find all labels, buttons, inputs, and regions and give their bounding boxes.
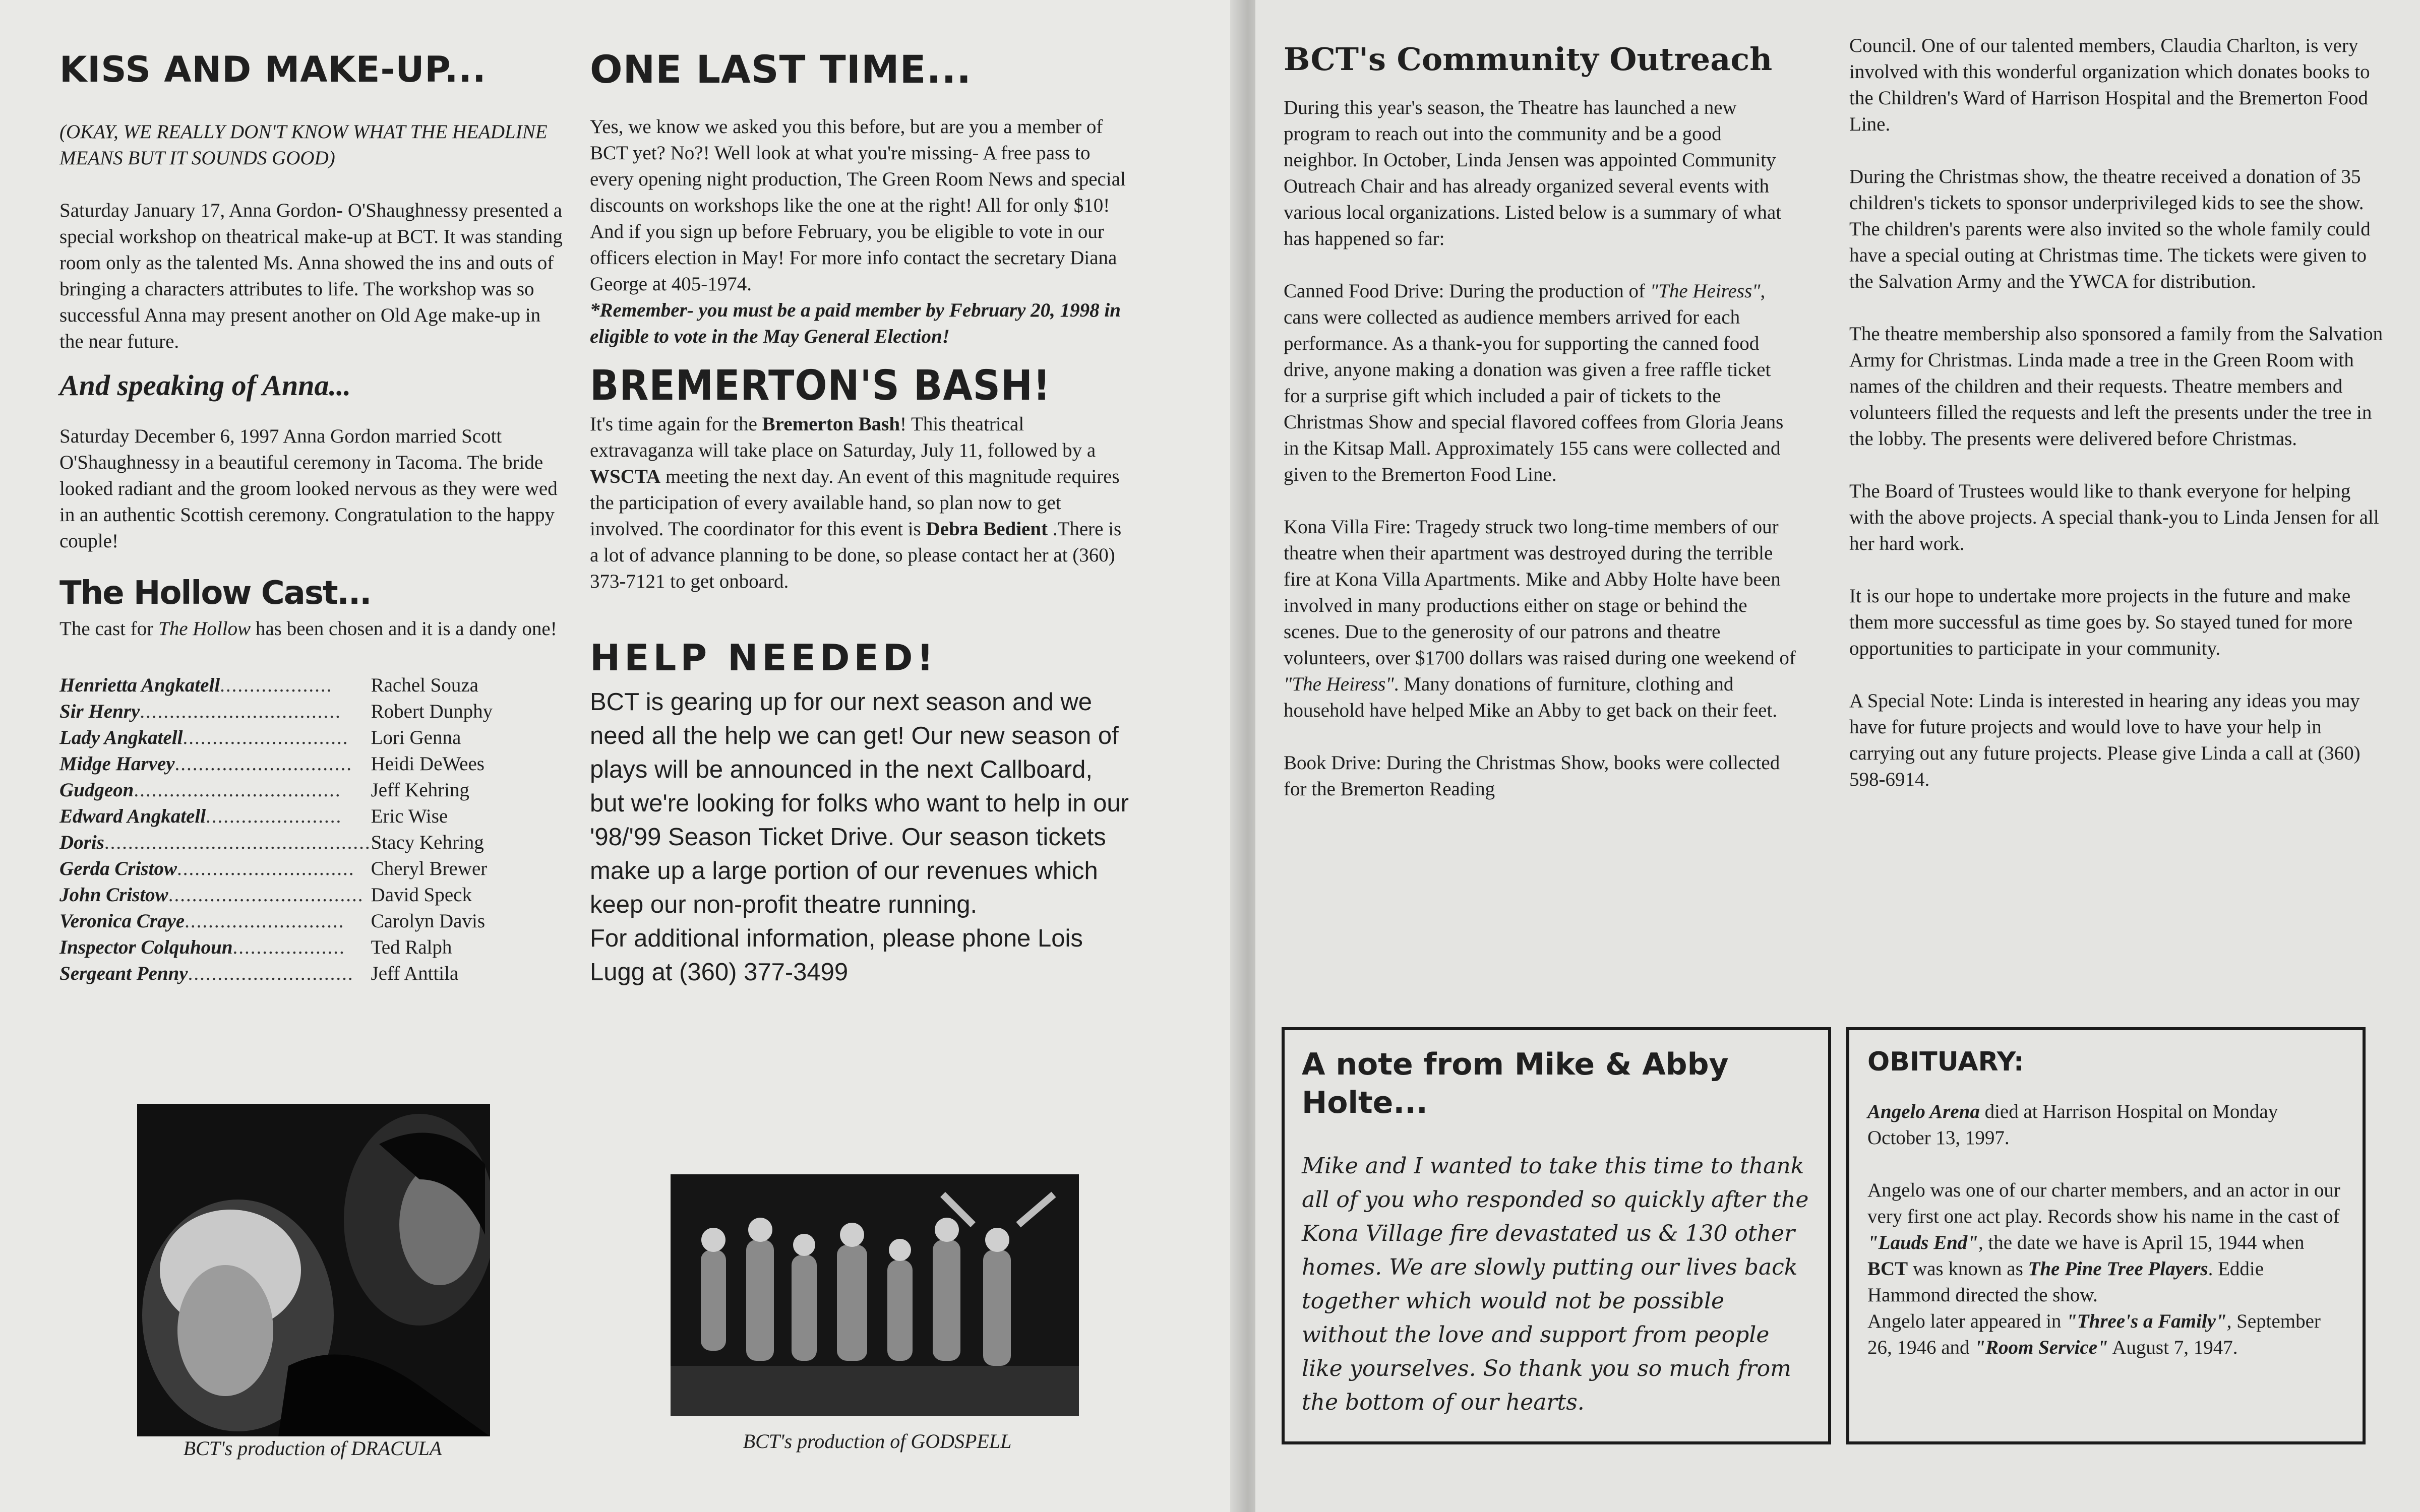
cast-row <box>59 672 493 699</box>
cast-role <box>59 725 371 751</box>
right-column-2 <box>1849 33 2389 793</box>
cast-role-name: John Cristow <box>59 884 168 906</box>
cast-role-name: Inspector Colquhoun <box>59 936 233 958</box>
cast-role-name: Edward Angkatell <box>59 805 206 827</box>
obituary-p1-rest: died at Harrison Hospital on Monday October 13, 1997. <box>1867 1101 2278 1149</box>
cast-role <box>59 803 371 830</box>
obituary-p3-a: Angelo later appeared in <box>1867 1310 2067 1332</box>
kona-fire <box>1284 514 1798 724</box>
last-time-reminder: *Remember- you must be a paid member by February 20, 1998 in eligible to vote in the May General Election! <box>590 299 1121 347</box>
cast-role-name: Sergeant Penny <box>59 963 188 984</box>
help-title: HELP NEEDED! <box>590 637 938 679</box>
cast-row <box>59 725 493 751</box>
kiss-body: Saturday January 17, Anna Gordon- O'Shaughnessy presented a special workshop on theatrical make-up at BCT. It was standing room only as the talented Ms. Anna showed the ins and outs of bringing a characters attributes to life. The workshop was so successful Anna may present another on Old Age make-up in the near future. <box>59 200 563 352</box>
cast-actor: Ted Ralph <box>371 936 452 958</box>
cast-role <box>59 699 371 725</box>
help-contact: For additional information, please phone Lois Lugg at (360) 377-3499 <box>590 925 1083 986</box>
obituary-p2-c: was known as <box>1908 1258 2028 1280</box>
anna-body: Saturday December 6, 1997 Anna Gordon married Scott O'Shaughnessy in a beautiful ceremony in Tacoma. The bride looked radiant and the groom looked nervous as they were wed in an authentic Scottish ceremony. Congratulation to the happy couple! <box>59 425 558 552</box>
last-time-body: Yes, we know we asked you this before, but are you a member of BCT yet? No?! Well look at what you're missing- A free pass to every opening night production, The Green Room News and special discounts on workshops like the one at the right! All for only $10! And if you sign up before February, you be eligible to vote in our officers election in May! For more info contact the secretary Diana George at 405-1974. <box>590 116 1126 295</box>
note-box <box>1282 1027 1831 1444</box>
bash-bold-3: Debra Bedient <box>926 518 1048 540</box>
hollow-intro-a: The cast for <box>59 618 158 640</box>
cast-role-name: Gerda Cristow <box>59 858 177 879</box>
cast-leader-dots: .................................. <box>140 701 341 722</box>
book-drive: Book Drive: During the Christmas Show, books were collected for the Bremerton Reading <box>1284 752 1780 800</box>
obituary-play-2: "Three's a Family" <box>2066 1310 2227 1332</box>
kona-title: "The Heiress" <box>1284 673 1394 695</box>
cast-row <box>59 803 493 830</box>
cast-leader-dots: ................................... <box>134 779 341 801</box>
outreach-intro: During this year's season, the Theatre has launched a new program to reach out into the community and be a good neighbor. In October, Linda Jensen was appointed Community Outreach Chair and has already organized several events with various local organizations. Listed below is a summary of what has happened so far: <box>1284 97 1782 249</box>
cast-role-name: Lady Angkatell <box>59 727 183 748</box>
obituary-bct: BCT <box>1867 1258 1908 1280</box>
cast-role-name: Sir Henry <box>59 701 140 722</box>
cast-leader-dots: .............................. <box>174 753 353 775</box>
outreach-col2-p4: The Board of Trustees would like to thank everyone for helping with the above projects. A special thank-you to Linda Jensen for all her hard work. <box>1849 480 2379 554</box>
bash-text-2: ! This theatrical extravaganza will take place on Saturday, July 11, followed by a <box>590 413 1096 461</box>
obituary-p2-d: . Eddie Hammond directed the show. <box>1867 1258 2264 1306</box>
obituary-p2-b: , the date we have is April 15, 1944 when <box>1978 1232 2305 1253</box>
cast-leader-dots: ................... <box>220 674 333 696</box>
right-page <box>1255 0 2420 1512</box>
cast-role <box>59 908 371 934</box>
cast-actor: Lori Genna <box>371 727 461 748</box>
cast-role <box>59 856 371 882</box>
canned-food <box>1284 278 1798 488</box>
godspell-caption: BCT's production of GODSPELL <box>743 1430 1012 1453</box>
help-body: BCT is gearing up for our next season and we need all the help we can get! Our new season of plays will be announced in the next Callboard, but we're looking for folks who want to help in our '98/'99 Season Ticket Drive. Our season tickets make up a large portion of our revenues which keep our non-profit theatre running. <box>590 688 1129 918</box>
cast-leader-dots: ........................... <box>185 910 345 932</box>
kiss-title: KISS AND MAKE-UP... <box>59 49 487 90</box>
dracula-photo-image <box>137 1104 490 1436</box>
obituary-pine-tree: The Pine Tree Players <box>2028 1258 2208 1280</box>
cast-actor: Rachel Souza <box>371 674 478 696</box>
bash-bold-2: WSCTA <box>590 466 661 487</box>
obituary-p3 <box>1867 1308 2344 1361</box>
dracula-caption: BCT's production of DRACULA <box>183 1437 442 1460</box>
cast-role <box>59 961 371 987</box>
hollow-intro <box>59 616 569 642</box>
note-title: A note from Mike & Abby Holte... <box>1302 1047 1729 1120</box>
cast-leader-dots: ................... <box>232 936 345 958</box>
cast-leader-dots: ............................ <box>183 727 349 748</box>
cast-role-name: Midge Harvey <box>59 753 175 775</box>
outreach-title: BCT's Community Outreach <box>1284 41 1773 78</box>
cast-actor: David Speck <box>371 884 472 906</box>
cast-actor: Eric Wise <box>371 805 448 827</box>
obituary-p2 <box>1867 1177 2344 1308</box>
cast-row <box>59 699 493 725</box>
cast-row <box>59 961 493 987</box>
cast-actor: Cheryl Brewer <box>371 858 488 879</box>
cast-role-name: Veronica Craye <box>59 910 185 932</box>
godspell-photo <box>671 1174 1079 1416</box>
kona-text-b: . Many donations of furniture, clothing and household have helped Mike an Abby to get back on their feet. <box>1284 673 1778 721</box>
outreach-col2-p1: Council. One of our talented members, Claudia Charlton, is very involved with this wonderful organization which donates books to the Children's Ward of Harrison Hospital and the Bremerton Food Line. <box>1849 35 2370 135</box>
obituary-box <box>1846 1027 2366 1444</box>
obituary-title: OBITUARY: <box>1867 1047 2024 1077</box>
bash-text-1: It's time again for the <box>590 413 762 435</box>
cast-role-name: Gudgeon <box>59 779 134 801</box>
kona-text-a: Kona Villa Fire: Tragedy struck two long-time members of our theatre when their apartment was destroyed during the terrible fire at Kona Villa Apartments. Mike and Abby Holte have been involved in many productions either on stage or behind the scenes. Due to the generosity of our patrons and theatre volunteers, over $1700 dollars was raised during one weekend of <box>1284 516 1796 669</box>
bash-body <box>590 411 1129 595</box>
bash-text-4: .There is a lot of advance planning to be done, so please contact her at (360) 373-7121 to get onboard. <box>590 518 1122 592</box>
obituary-play-3: "Room Service" <box>1974 1337 2108 1358</box>
cast-row <box>59 934 493 961</box>
note-body: Mike and I wanted to take this time to thank all of you who responded so quickly after the Kona Village fire devastated us & 130 other homes. We are slowly putting our lives back together which would not be possible without the love and support from people like yourselves. So thank you so much from the bottom of our hearts. <box>1302 1153 1809 1415</box>
cast-actor: Carolyn Davis <box>371 910 485 932</box>
obituary-p3-b: , September 26, 1946 and <box>1867 1310 2321 1358</box>
cast-actor: Jeff Kehring <box>371 779 469 801</box>
obituary-play-1: "Lauds End" <box>1867 1232 1978 1253</box>
canned-text-a: Canned Food Drive: During the production of <box>1284 280 1650 302</box>
hollow-intro-b: has been chosen and it is a dandy one! <box>251 618 557 640</box>
cast-actor: Stacy Kehring <box>371 832 484 853</box>
hollow-title: The Hollow Cast... <box>59 575 371 612</box>
outreach-col2-p5: It is our hope to undertake more projects in the future and make them more successful as time goes by. So stayed tuned for more opportunities to participate in your community. <box>1849 585 2353 659</box>
cast-leader-dots: ............................................. <box>104 832 371 853</box>
cast-row <box>59 908 493 934</box>
cast-leader-dots: ............................ <box>188 963 354 984</box>
dracula-photo <box>137 1104 490 1436</box>
cast-row <box>59 856 493 882</box>
obituary-p2-a: Angelo was one of our charter members, and an actor in our very first one act play. Records show his name in the cast of <box>1867 1179 2340 1227</box>
kiss-subhead: (OKAY, WE REALLY DON'T KNOW WHAT THE HEADLINE MEANS BUT IT SOUNDS GOOD) <box>59 121 548 169</box>
cast-list <box>59 672 493 987</box>
canned-title: "The Heiress" <box>1650 280 1761 302</box>
cast-row <box>59 751 493 777</box>
left-column-1 <box>59 45 569 987</box>
cast-role <box>59 830 371 856</box>
cast-actor: Robert Dunphy <box>371 701 493 722</box>
cast-leader-dots: ................................. <box>168 884 364 906</box>
outreach-col2-p6: A Special Note: Linda is interested in hearing any ideas you may have for future projects and would love to have your help in carrying out any future projects. Please give Linda a call at (360) 598-6914. <box>1849 690 2361 790</box>
bash-text-3: meeting the next day. An event of this magnitude requires the participation of every available hand, so plan now to get involved. The coordinator for this event is <box>590 466 1120 540</box>
cast-leader-dots: ....................... <box>206 805 342 827</box>
last-time-title: ONE LAST TIME... <box>590 47 972 92</box>
canned-text-b: , cans were collected as audience members arrived for each performance. As a thank-you for supporting the canned food drive, anyone making a donation was given a free raffle ticket for a surprise gift which included a pair of tickets to the Christmas Show and special flavored coffees from Gloria Jeans in the Kitsap Mall. Approximately 155 cans were collected and given to the Bremerton Food Line. <box>1284 280 1784 485</box>
cast-row <box>59 830 493 856</box>
bash-title: BREMERTON'S BASH! <box>590 362 1051 410</box>
cast-role <box>59 672 371 699</box>
cast-role <box>59 882 371 908</box>
cast-row <box>59 882 493 908</box>
cast-role <box>59 751 371 777</box>
obituary-p1 <box>1867 1099 2344 1151</box>
cast-leader-dots: .............................. <box>176 858 355 879</box>
godspell-photo-image <box>671 1174 1079 1416</box>
left-column-2 <box>590 45 1129 989</box>
outreach-col2-p2: During the Christmas show, the theatre received a donation of 35 children's tickets to sponsor underprivileged kids to see the show. The children's parents were also invited so the whole family could have a special outing at Christmas time. The tickets were given to the Salvation Army and the YWCA for distribution. <box>1849 166 2371 292</box>
cast-role-name: Henrietta Angkatell <box>59 674 220 696</box>
hollow-intro-title: The Hollow <box>158 618 251 640</box>
cast-role-name: Doris <box>59 832 104 853</box>
cast-role <box>59 934 371 961</box>
bash-bold-1: Bremerton Bash <box>762 413 900 435</box>
cast-row <box>59 777 493 803</box>
anna-title: And speaking of Anna... <box>59 369 351 402</box>
outreach-col2-p3: The theatre membership also sponsored a family from the Salvation Army for Christmas. Linda made a tree in the Green Room with names of the children and their requests. Theatre members and volunteers filled the requests and left the presents under the tree in the lobby. The presents were delivered before Christmas. <box>1849 323 2383 450</box>
right-column-1 <box>1284 39 1798 802</box>
cast-actor: Jeff Anttila <box>371 963 459 984</box>
obituary-p3-c: August 7, 1947. <box>2108 1337 2238 1358</box>
obituary-name: Angelo Arena <box>1867 1101 1980 1122</box>
cast-actor: Heidi DeWees <box>371 753 485 775</box>
cast-role <box>59 777 371 803</box>
